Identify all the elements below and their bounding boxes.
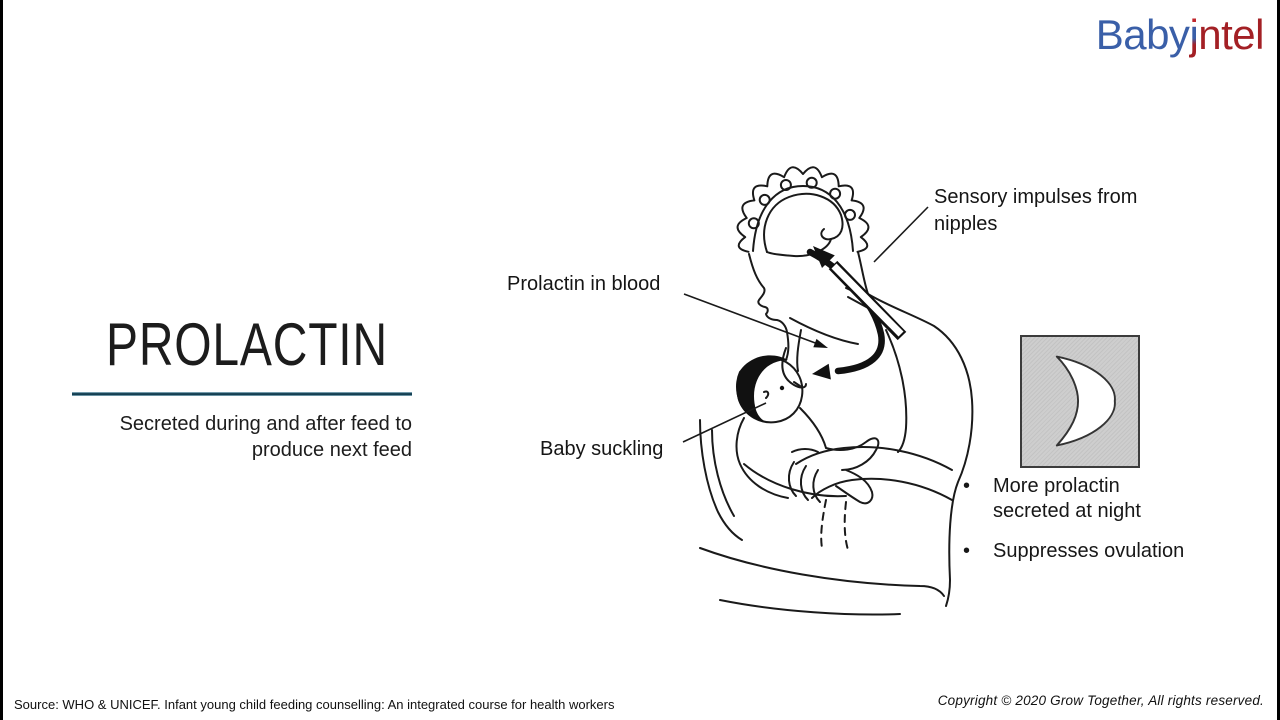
prolactin-leader-line <box>684 294 818 344</box>
subtitle-line-2: produce next feed <box>251 439 412 461</box>
mother-hair <box>738 167 869 252</box>
note-text: Suppresses ovulation <box>993 540 1185 562</box>
crescent-moon-icon <box>1022 337 1138 466</box>
bullet-dot: • <box>963 475 971 497</box>
copyright-text: Copyright © 2020 Grow Together, All rights reserved. <box>937 693 1264 708</box>
bullet-dot: • <box>963 540 971 562</box>
baby-figure <box>736 355 878 503</box>
mother-figure <box>700 252 972 614</box>
night-box <box>1020 335 1140 468</box>
notes-list <box>963 474 1223 564</box>
label-baby-suckling: Baby suckling <box>540 438 664 460</box>
note-text: More prolactin secreted at night <box>993 475 1141 522</box>
page-title: PROLACTIN <box>106 311 388 378</box>
logo-letter-i: j <box>1189 11 1199 58</box>
sensory-arrow <box>813 246 902 336</box>
label-sensory-impulses: Sensory impulses from nipples <box>934 186 1138 235</box>
source-text: Source: WHO & UNICEF. Infant young child feeding counselling: An integrated course for health workers <box>14 697 615 712</box>
brain-outline <box>764 194 842 256</box>
subtitle-line-1: Secreted during and after feed to <box>119 413 412 435</box>
sensory-leader-line <box>874 207 928 262</box>
logo-text-ntel: ntel <box>1198 11 1264 58</box>
label-prolactin-in-blood: Prolactin in blood <box>507 273 661 295</box>
note-item-night <box>963 474 1223 524</box>
prolactin-leader-arrowhead <box>813 339 828 348</box>
logo-text-baby: Baby <box>1095 11 1190 58</box>
note-item-ovulation <box>963 539 1223 564</box>
